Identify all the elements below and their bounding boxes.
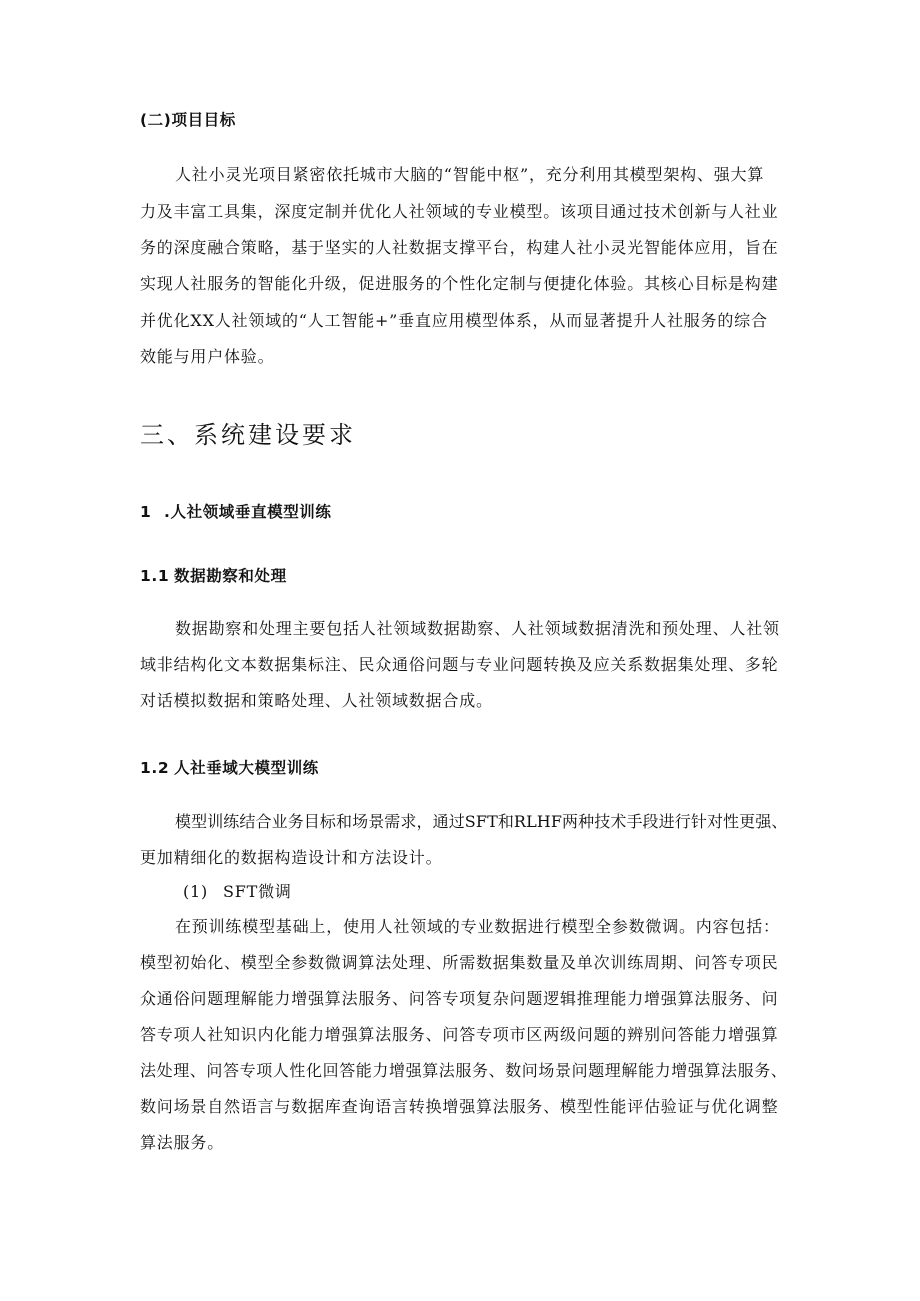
paragraph-line: 实现人社服务的智能化升级，促进服务的个性化定制与便捷化体验。其核心目标是构建	[140, 274, 779, 293]
heading-number: 1.1	[140, 567, 170, 585]
chapter-heading: 三、系统建设要求	[140, 421, 356, 449]
paragraph-line: 模型训练结合业务目标和场景需求，通过SFT和RLHF两种技术手段进行针对性更强、	[175, 812, 788, 831]
paragraph-line: 对话模拟数据和策略处理、人社领域数据合成。	[140, 691, 493, 710]
paragraph-line: 数问场景自然语言与数据库查询语言转换增强算法服务、模型性能评估验证与优化调整	[140, 1097, 779, 1116]
paragraph-line: 在预训练模型基础上，使用人社领域的专业数据进行模型全参数微调。内容包括：	[175, 917, 780, 936]
paragraph-line: 众通俗问题理解能力增强算法服务、问答专项复杂问题逻辑推理能力增强算法服务、问	[140, 989, 779, 1008]
paragraph-line: 并优化XX人社领域的“人工智能+”垂直应用模型体系，从而显著提升人社服务的综合	[140, 311, 768, 330]
sub-item-text: SFT微调	[223, 882, 292, 901]
section-heading-project-goal: (二)项目目标	[140, 111, 236, 129]
paragraph-line: 法处理、问答专项人性化回答能力增强算法服务、数问场景问题理解能力增强算法服务、	[140, 1061, 788, 1080]
sub-item-number: (1)	[183, 882, 209, 901]
paragraph-line: 算法服务。	[140, 1133, 225, 1152]
paragraph-line: 人社小灵光项目紧密依托城市大脑的“智能中枢”，充分利用其模型架构、强大算	[175, 165, 765, 184]
heading-text: 人社垂域大模型训练	[174, 759, 319, 777]
heading-number: 1.2	[140, 759, 170, 777]
paragraph-line: 更加精细化的数据构造设计和方法设计。	[140, 848, 443, 867]
paragraph-line: 效能与用户体验。	[140, 347, 275, 366]
heading-text: .人社领域垂直模型训练	[164, 503, 332, 521]
paragraph-line: 模型初始化、模型全参数微调算法处理、所需数据集数量及单次训练周期、问答专项民	[140, 953, 779, 972]
heading-number: 1	[140, 503, 152, 521]
heading-1-2	[140, 758, 319, 778]
paragraph-line: 答专项人社知识内化能力增强算法服务、问答专项市区两级问题的辨别问答能力增强算	[140, 1025, 779, 1044]
paragraph-line: 域非结构化文本数据集标注、民众通俗问题与专业问题转换及应关系数据集处理、多轮	[140, 655, 779, 674]
heading-text: 数据勘察和处理	[174, 567, 287, 585]
paragraph-line: 力及丰富工具集，深度定制并优化人社领域的专业模型。该项目通过技术创新与人社业	[140, 202, 779, 221]
heading-1	[140, 502, 332, 522]
paragraph-line: 数据勘察和处理主要包括人社领域数据勘察、人社领域数据清洗和预处理、人社领	[175, 619, 780, 638]
paragraph-line: 务的深度融合策略，基于坚实的人社数据支撑平台，构建人社小灵光智能体应用，旨在	[140, 238, 779, 257]
heading-1-1	[140, 566, 287, 586]
sub-item-sft	[183, 882, 292, 902]
